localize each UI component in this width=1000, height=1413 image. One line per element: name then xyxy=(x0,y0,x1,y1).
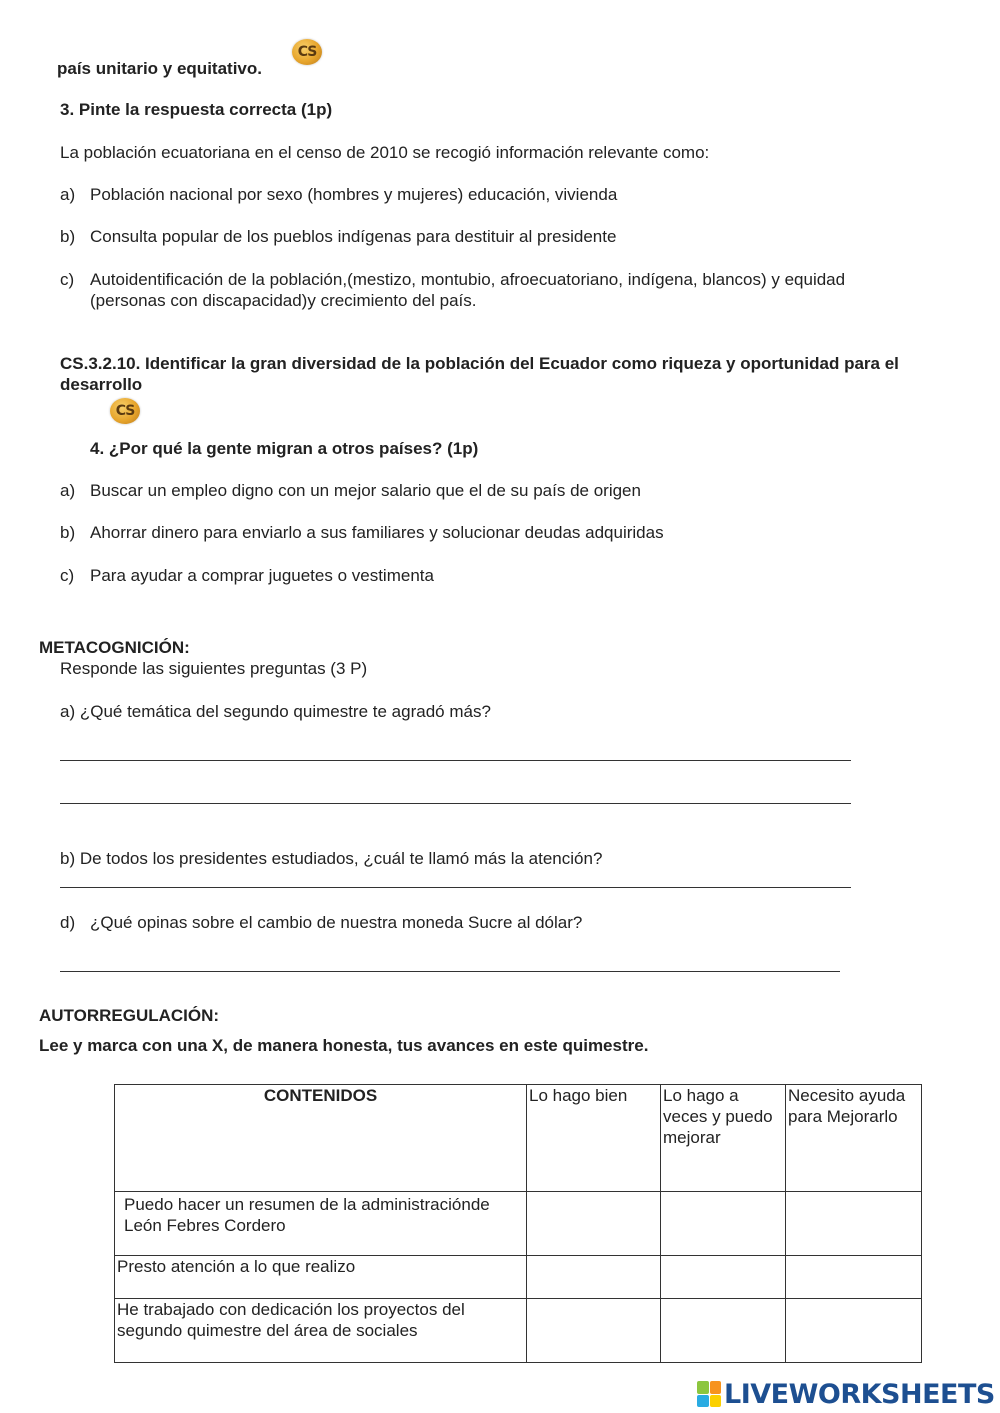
option-text: Población nacional por sexo (hombres y mujeres) educación, vivienda xyxy=(90,185,618,204)
column-header-do-well: Lo hago bien xyxy=(527,1085,661,1192)
question-3-prompt: La población ecuatoriana en el censo de 2010 se recogió información relevante como: xyxy=(60,143,710,162)
mark-cell-need-help[interactable] xyxy=(786,1192,922,1256)
mark-cell-do-well[interactable] xyxy=(527,1256,661,1299)
row-content-label: He trabajado con dedicación los proyectos del segundo quimestre del área de sociales xyxy=(115,1299,527,1363)
logo-square-yellow xyxy=(710,1395,722,1408)
option-letter: a) xyxy=(60,185,76,204)
option-text: Buscar un empleo digno con un mejor salario que el de su país de origen xyxy=(90,481,641,500)
answer-line-a1[interactable] xyxy=(60,760,851,761)
option-text: Consulta popular de los pueblos indígenas para destituir al presidente xyxy=(90,227,617,246)
option-letter: b) xyxy=(60,227,76,246)
mark-cell-need-help[interactable] xyxy=(786,1256,922,1299)
skill-statement-line-1: CS.3.2.10. Identificar la gran diversidad de la población del Ecuador como riqueza y oportunidad para el xyxy=(60,354,899,373)
option-text-continued: (personas con discapacidad)y crecimiento del país. xyxy=(90,291,477,310)
question-letter: d) xyxy=(60,913,76,932)
question-text: ¿Qué opinas sobre el cambio de nuestra moneda Sucre al dólar? xyxy=(90,913,583,932)
column-header-sometimes: Lo hago a veces y puedo mejorar xyxy=(661,1085,786,1192)
cs-badge-icon xyxy=(292,39,322,65)
column-header-need-help: Necesito ayuda para Mejorarlo xyxy=(786,1085,922,1192)
mark-cell-do-well[interactable] xyxy=(527,1192,661,1256)
column-header-contents: CONTENIDOS xyxy=(115,1085,527,1192)
question-3-title: 3. Pinte la respuesta correcta (1p) xyxy=(60,100,333,119)
question-2-tail: país unitario y equitativo. xyxy=(57,59,262,78)
mark-cell-need-help[interactable] xyxy=(786,1299,922,1363)
question-3-option-c[interactable] xyxy=(0,269,1000,311)
logo-square-green xyxy=(697,1381,709,1394)
cs-badge-label: CS xyxy=(115,403,135,419)
liveworksheets-wordmark: LIVEWORKSHEETS xyxy=(724,1378,995,1410)
option-letter: c) xyxy=(60,566,75,585)
question-4-option-c[interactable] xyxy=(0,565,1000,586)
metacognition-heading: METACOGNICIÓN: xyxy=(39,638,190,657)
answer-line-a2[interactable] xyxy=(60,803,851,804)
row-content-label: Puedo hacer un resumen de la administraciónde León Febres Cordero xyxy=(115,1192,527,1256)
answer-line-d[interactable] xyxy=(60,971,840,972)
mark-cell-sometimes[interactable] xyxy=(661,1299,786,1363)
option-letter: a) xyxy=(60,481,76,500)
table-header-row xyxy=(115,1085,922,1192)
metacognition-question-b: b) De todos los presidentes estudiados, ¿cuál te llamó más la atención? xyxy=(60,849,603,868)
logo-square-blue xyxy=(697,1395,709,1408)
table-row xyxy=(115,1299,922,1363)
option-letter: c) xyxy=(60,270,75,289)
mark-cell-sometimes[interactable] xyxy=(661,1256,786,1299)
row-content-label: Presto atención a lo que realizo xyxy=(115,1256,527,1299)
cs-badge-label: CS xyxy=(297,44,317,60)
question-3-option-a[interactable] xyxy=(0,184,1000,205)
metacognition-intro: Responde las siguientes preguntas (3 P) xyxy=(60,659,368,678)
liveworksheets-logo xyxy=(697,1376,995,1412)
skill-statement-line-2: desarrollo xyxy=(60,375,143,394)
question-4-title: 4. ¿Por qué la gente migran a otros países? (1p) xyxy=(90,439,479,458)
option-letter: b) xyxy=(60,523,76,542)
mark-cell-sometimes[interactable] xyxy=(661,1192,786,1256)
question-4-option-b[interactable] xyxy=(0,522,1000,543)
question-4-option-a[interactable] xyxy=(0,480,1000,501)
metacognition-question-d xyxy=(0,912,1000,933)
question-3-option-b[interactable] xyxy=(0,226,1000,247)
option-text: Para ayudar a comprar juguetes o vestimenta xyxy=(90,566,434,585)
option-text: Ahorrar dinero para enviarlo a sus familiares y solucionar deudas adquiridas xyxy=(90,523,664,542)
option-text: Autoidentificación de la población,(mestizo, montubio, afroecuatoriano, indígena, blancos) y equidad xyxy=(90,270,846,289)
logo-square-orange xyxy=(710,1381,722,1394)
table-row xyxy=(115,1256,922,1299)
self-assessment-table xyxy=(114,1084,922,1363)
metacognition-question-a: a) ¿Qué temática del segundo quimestre te agradó más? xyxy=(60,702,491,721)
liveworksheets-mark-icon xyxy=(697,1381,721,1407)
table-row xyxy=(115,1192,922,1256)
answer-line-b[interactable] xyxy=(60,887,851,888)
mark-cell-do-well[interactable] xyxy=(527,1299,661,1363)
self-regulation-heading: AUTORREGULACIÓN: xyxy=(39,1006,220,1025)
cs-badge-icon xyxy=(110,398,140,424)
self-regulation-instruction: Lee y marca con una X, de manera honesta, tus avances en este quimestre. xyxy=(39,1036,649,1055)
